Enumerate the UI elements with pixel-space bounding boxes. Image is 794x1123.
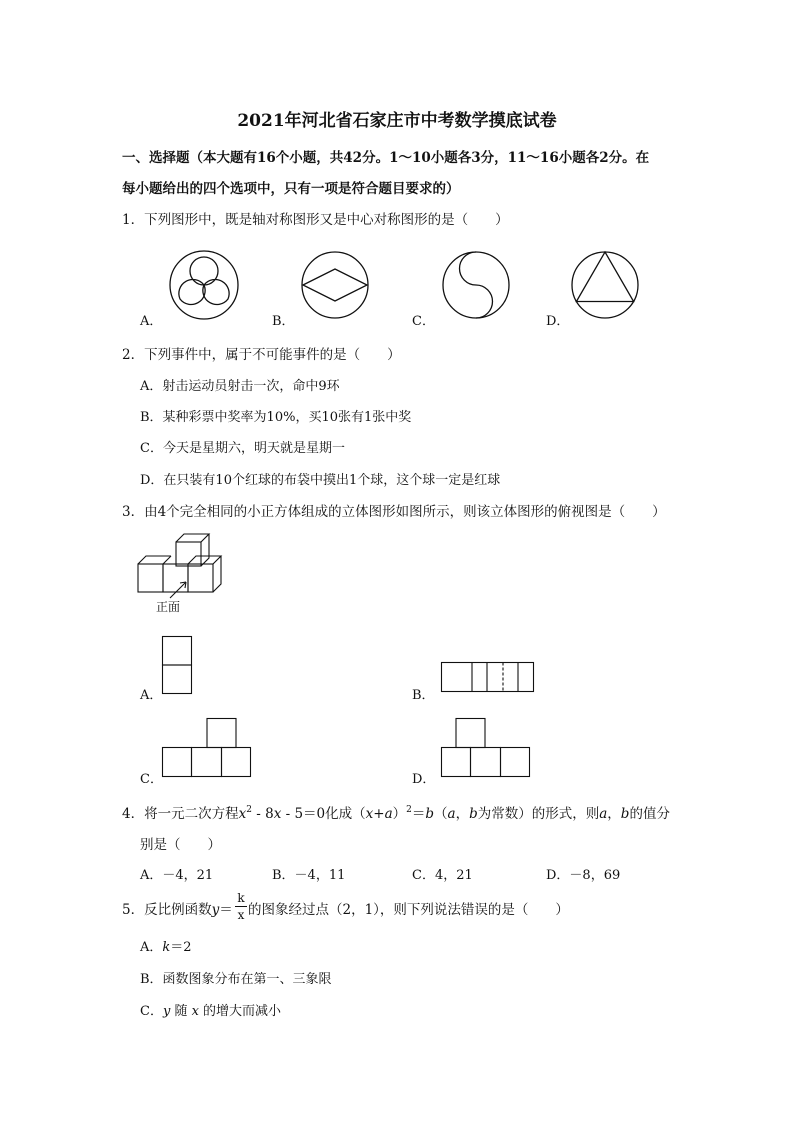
q3-stem: 3．由4个完全相同的小正方体组成的立体图形如图所示，则该立体图形的俯视图是（ ） — [122, 504, 666, 520]
page-title: 2021年河北省石家庄市中考数学摸底试卷 — [237, 111, 557, 131]
q5-fraction-denominator: x — [237, 908, 245, 922]
q3-option-b-view — [441, 662, 535, 693]
q5-fraction-numerator: k — [237, 891, 245, 905]
q2-option-c: C．今天是星期六，明天就是星期一 — [140, 441, 345, 456]
q5-option-a: A．k＝2 — [140, 940, 192, 955]
q3-front-label: 正面 — [156, 600, 181, 614]
q5-stem-part1: 5．反比例函数y＝ — [122, 902, 233, 918]
q1-option-a-label: A． — [140, 314, 163, 329]
q1-figure-b — [300, 250, 370, 320]
q3-option-b-label: B． — [412, 688, 435, 703]
q1-option-c-label: C． — [412, 314, 435, 329]
section-heading-line2: 每小题给出的四个选项中，只有一项是符合题目要求的） — [122, 181, 460, 197]
q3-option-a-label: A． — [140, 688, 163, 703]
q2-option-d: D．在只装有10个红球的布袋中摸出1个球，这个球一定是红球 — [140, 473, 501, 488]
q4-number: 4． — [122, 806, 145, 822]
q5-fraction-bar — [235, 906, 247, 907]
q1-figure-a — [168, 249, 240, 321]
q4-option-b: B．－4，11 — [272, 868, 346, 883]
section-heading-line1: 一、选择题（本大题有16个小题，共42分。1～10小题各3分，11～16小题各2分。在 — [122, 150, 650, 166]
q1-stem: 1．下列图形中，既是轴对称图形又是中心对称图形的是（ ） — [122, 212, 509, 228]
q2-stem: 2．下列事件中，属于不可能事件的是（ ） — [122, 347, 401, 363]
q4-stem-line2: 别是（ ） — [140, 837, 221, 853]
q3-option-d-label: D． — [412, 772, 436, 787]
q4-option-c: C．4，21 — [412, 868, 473, 883]
q4-option-a: A．－4，21 — [140, 868, 214, 883]
q5-number: 5． — [122, 902, 145, 918]
q4-stem-line1: 4．将一元二次方程$x^2 - 8x - 5=0$化成$(x+a)^2=b(a$，b为常数）的形式，则a，b的值分 — [122, 805, 670, 822]
q1-figure-d — [570, 250, 640, 320]
q5-option-c: C．y 随 x 的增大而减小 — [140, 1004, 282, 1019]
q3-solid-figure — [136, 532, 228, 602]
q4-option-d: D．－8，69 — [546, 868, 621, 883]
q3-option-d-view — [441, 718, 531, 778]
q1-option-d-label: D． — [546, 314, 570, 329]
q1-figure-c — [441, 250, 511, 320]
q3-option-c-view — [162, 718, 252, 778]
q5-stem-part2: 的图象经过点（2，1），则下列说法错误的是（ ） — [248, 902, 569, 918]
q2-option-b: B．某种彩票中奖率为10%，买10张有1张中奖 — [140, 410, 412, 425]
q3-option-c-label: C． — [140, 772, 163, 787]
q1-option-b-label: B． — [272, 314, 295, 329]
q5-option-b: B．函数图象分布在第一、三象限 — [140, 972, 332, 987]
q3-option-a-view — [162, 636, 192, 694]
q2-option-a: A．射击运动员射击一次，命中9环 — [140, 379, 340, 394]
